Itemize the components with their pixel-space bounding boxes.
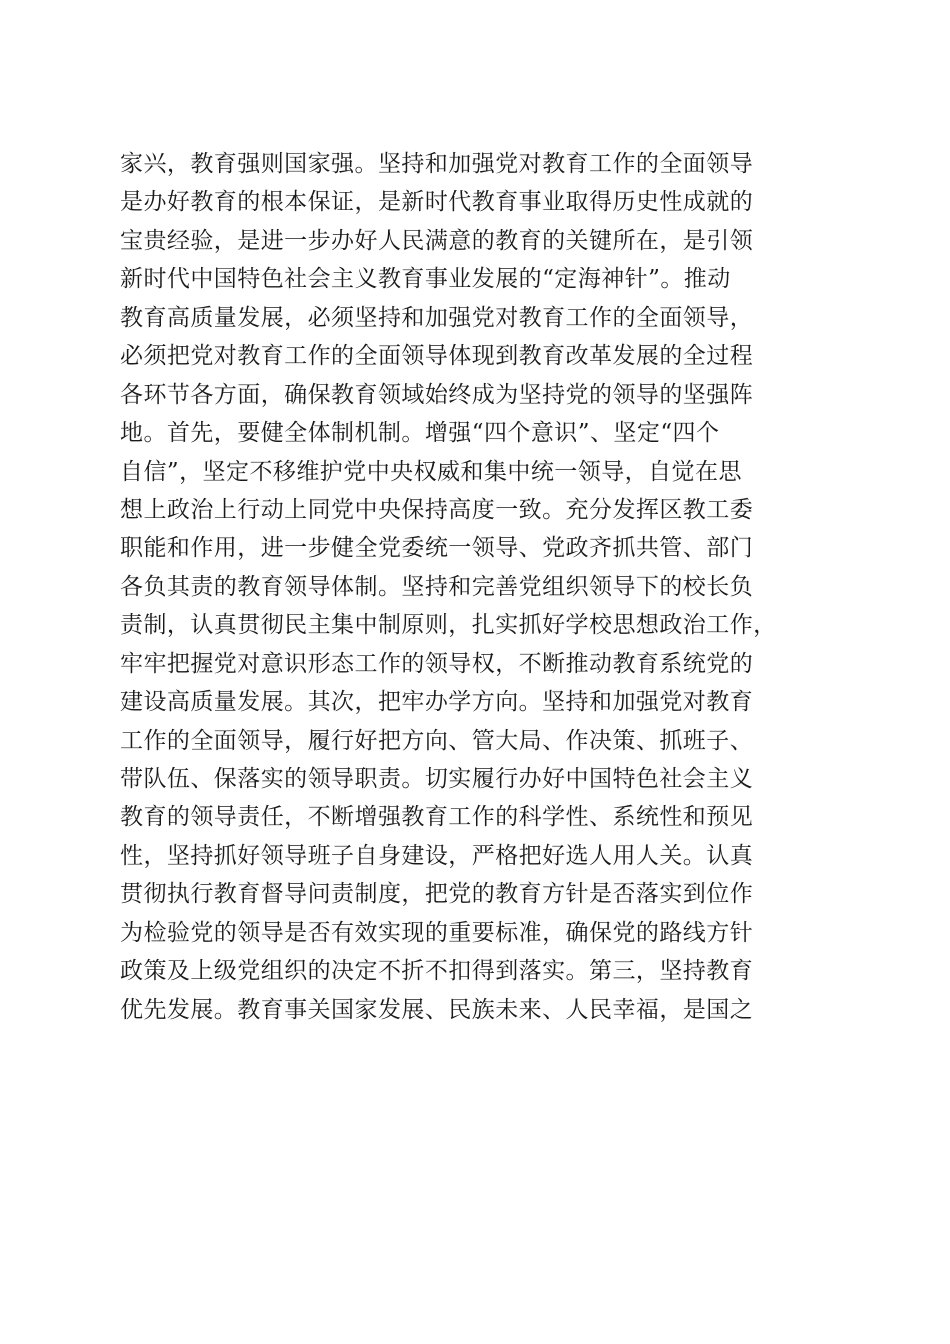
text-line: 教育的领导责任，不断增强教育工作的科学性、系统性和预见 [120, 804, 754, 831]
text-line: 优先发展。教育事关国家发展、民族未来、人民幸福，是国之 [120, 996, 754, 1023]
text-line: 教育高质量发展，必须坚持和加强党对教育工作的全面领导， [120, 304, 754, 331]
text-line: 是办好教育的根本保证，是新时代教育事业取得历史性成就的 [120, 189, 754, 216]
text-line: 自信”，坚定不移维护党中央权威和集中统一领导，自觉在思 [120, 458, 742, 485]
body-paragraph [120, 145, 840, 1029]
text-line: 各环节各方面，确保教育领域始终成为坚持党的领导的坚强阵 [120, 381, 754, 408]
text-line: 各负其责的教育领导体制。坚持和完善党组织领导下的校长负 [120, 573, 754, 600]
text-line: 贯彻执行教育督导问责制度，把党的教育方针是否落实到位作 [120, 881, 754, 908]
text-line: 地。首先，要健全体制机制。增强“四个意识”、坚定“四个 [120, 420, 720, 447]
text-line: 牢牢把握党对意识形态工作的领导权，不断推动教育系统党的 [120, 650, 754, 677]
text-line: 建设高质量发展。其次，把牢办学方向。坚持和加强党对教育 [120, 689, 754, 716]
text-line: 性，坚持抓好领导班子自身建设，严格把好选人用人关。认真 [120, 842, 754, 869]
text-line: 责制，认真贯彻民主集中制原则，扎实抓好学校思想政治工作， [120, 612, 777, 639]
text-line: 家兴，教育强则国家强。坚持和加强党对教育工作的全面领导 [120, 151, 754, 177]
text-line: 政策及上级党组织的决定不折不扣得到落实。第三，坚持教育 [120, 958, 754, 985]
text-line: 职能和作用，进一步健全党委统一领导、党政齐抓共管、部门 [120, 535, 754, 562]
text-line: 宝贵经验，是进一步办好人民满意的教育的关键所在，是引领 [120, 227, 754, 254]
text-line: 带队伍、保落实的领导职责。切实履行办好中国特色社会主义 [120, 766, 754, 792]
text-line: 想上政治上行动上同党中央保持高度一致。充分发挥区教工委 [120, 496, 754, 523]
text-line: 为检验党的领导是否有效实现的重要标准，确保党的路线方针 [120, 919, 754, 946]
text-line: 工作的全面领导，履行好把方向、管大局、作决策、抓班子、 [120, 727, 754, 754]
text-line: 新时代中国特色社会主义教育事业发展的“定海神针”。推动 [120, 266, 731, 293]
text-line: 必须把党对教育工作的全面领导体现到教育改革发展的全过程 [120, 343, 754, 370]
